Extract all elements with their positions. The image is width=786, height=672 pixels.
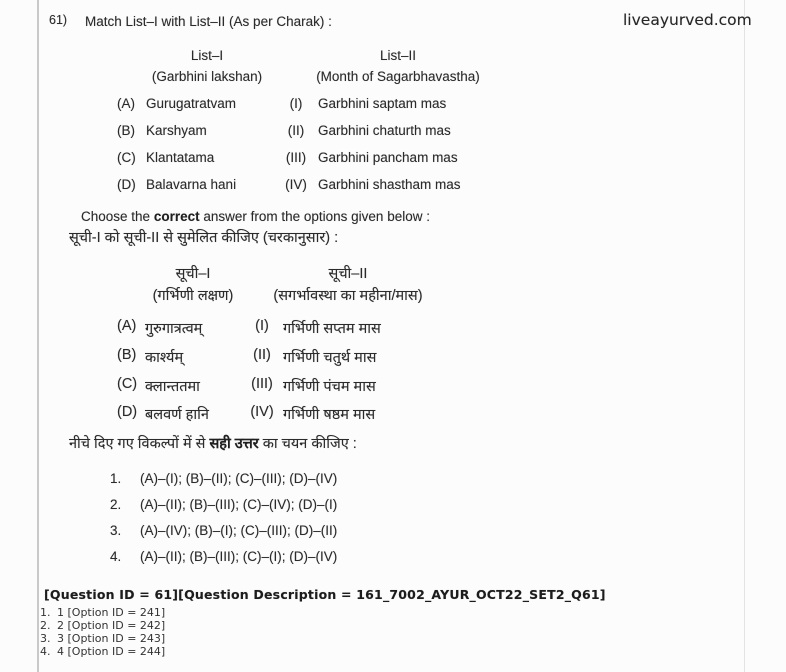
row-value: Garbhini pancham mas <box>318 150 458 165</box>
row-label: (C) <box>117 150 136 165</box>
row-roman: (IV) <box>250 404 274 420</box>
row-label: (D) <box>117 404 138 420</box>
option-number: 1. <box>110 471 122 486</box>
answer-option-3 <box>0 523 786 541</box>
list1-subtitle-en: (Garbhini lakshan) <box>151 69 263 84</box>
answer-option-2 <box>0 497 786 515</box>
row-roman: (III) <box>285 150 307 165</box>
row-value: गर्भिणी चतुर्थ मास <box>283 350 377 366</box>
footer-option-text: 2 [Option ID = 242] <box>57 619 166 632</box>
row-label: (A) <box>117 318 137 334</box>
footer-option-number: 4. <box>40 645 51 658</box>
footer-option-text: 3 [Option ID = 243] <box>57 632 166 645</box>
footer-option-number: 2. <box>40 619 51 632</box>
list1-title-hi: सूची–I <box>175 266 211 282</box>
row-label: (D) <box>117 177 136 192</box>
row-value: गर्भिणी पंचम मास <box>283 379 376 395</box>
choose-bold: सही उत्तर <box>209 436 259 452</box>
row-term: Karshyam <box>146 123 207 138</box>
choose-pre: Choose the <box>81 209 154 224</box>
list2-title-en: List–II <box>379 48 417 63</box>
match-row-hi-d <box>0 404 786 422</box>
question-text: Match List–I with List–II (As per Charak) : <box>85 14 332 29</box>
choose-pre: नीचे दिए गए विकल्पों में से <box>69 436 210 452</box>
footer-option-text: 4 [Option ID = 244] <box>57 645 166 658</box>
row-label: (C) <box>117 376 138 392</box>
footer-option-1 <box>40 606 165 619</box>
choose-bold: correct <box>153 209 200 224</box>
row-term: Gurugatratvam <box>146 96 237 111</box>
list1-subtitle-hi: (गर्भिणी लक्षण) <box>152 288 234 304</box>
list1-title-en: List–I <box>190 48 224 63</box>
option-number: 4. <box>110 549 122 564</box>
row-value: Garbhini saptam mas <box>318 96 447 111</box>
answer-option-4 <box>0 549 786 567</box>
option-text: (A)–(I); (B)–(II); (C)–(III); (D)–(IV) <box>140 471 338 486</box>
question-id-meta: [Question ID = 61][Question Description = 161_7002_AYUR_OCT22_SET2_Q61] <box>44 587 606 602</box>
row-term: Balavarna hani <box>146 177 237 192</box>
footer-option-2 <box>40 619 165 632</box>
answer-option-1 <box>0 471 786 489</box>
row-roman: (I) <box>289 96 303 111</box>
row-roman: (IV) <box>285 177 307 192</box>
row-term: Klantatama <box>146 150 215 165</box>
row-label: (A) <box>117 96 135 111</box>
option-number: 2. <box>110 497 122 512</box>
match-row-hi-a <box>0 318 786 336</box>
list2-subtitle-en: (Month of Sagarbhavastha) <box>316 69 480 84</box>
site-watermark: liveayurved.com <box>623 11 752 29</box>
choose-line-en <box>81 209 430 225</box>
row-value: गर्भिणी षष्ठम मास <box>283 407 376 423</box>
option-text: (A)–(II); (B)–(III); (C)–(IV); (D)–(I) <box>140 497 338 512</box>
question-number: 61) <box>49 13 68 27</box>
footer-option-text: 1 [Option ID = 241] <box>57 606 166 619</box>
row-roman: (II) <box>287 123 305 138</box>
footer-option-3 <box>40 632 165 645</box>
list2-subtitle-hi: (सगर्भावस्था का महीना/मास) <box>273 288 423 304</box>
row-value: Garbhini shastham mas <box>318 177 461 192</box>
match-row-hi-c <box>0 376 786 394</box>
choose-post: answer from the options given below : <box>199 209 430 224</box>
footer-option-number: 3. <box>40 632 51 645</box>
option-text: (A)–(IV); (B)–(I); (C)–(III); (D)–(II) <box>140 523 338 538</box>
match-row-en-c <box>0 150 786 168</box>
match-intro-hi: सूची-I को सूची-II से सुमेलित कीजिए (चरकानुसार) : <box>69 230 339 246</box>
list2-title-hi: सूची–II <box>328 266 368 282</box>
row-term: कार्श्यम् <box>145 350 184 366</box>
row-label: (B) <box>117 123 135 138</box>
match-row-hi-b <box>0 347 786 365</box>
row-term: क्लान्ततमा <box>145 379 200 395</box>
match-row-en-a <box>0 96 786 114</box>
row-roman: (II) <box>253 347 271 363</box>
row-roman: (III) <box>251 376 273 392</box>
match-row-en-d <box>0 177 786 195</box>
row-label: (B) <box>117 347 137 363</box>
match-row-en-b <box>0 123 786 141</box>
footer-option-4 <box>40 645 165 658</box>
option-number: 3. <box>110 523 122 538</box>
option-text: (A)–(II); (B)–(III); (C)–(I); (D)–(IV) <box>140 549 338 564</box>
row-value: Garbhini chaturth mas <box>318 123 451 138</box>
row-roman: (I) <box>255 318 269 334</box>
choose-line-hi <box>69 436 357 453</box>
row-value: गर्भिणी सप्तम मास <box>283 321 381 337</box>
footer-option-number: 1. <box>40 606 51 619</box>
row-term: गुरुगात्रत्वम् <box>145 321 203 337</box>
choose-post: का चयन कीजिए : <box>258 436 357 452</box>
row-term: बलवर्ण हानि <box>145 407 209 423</box>
